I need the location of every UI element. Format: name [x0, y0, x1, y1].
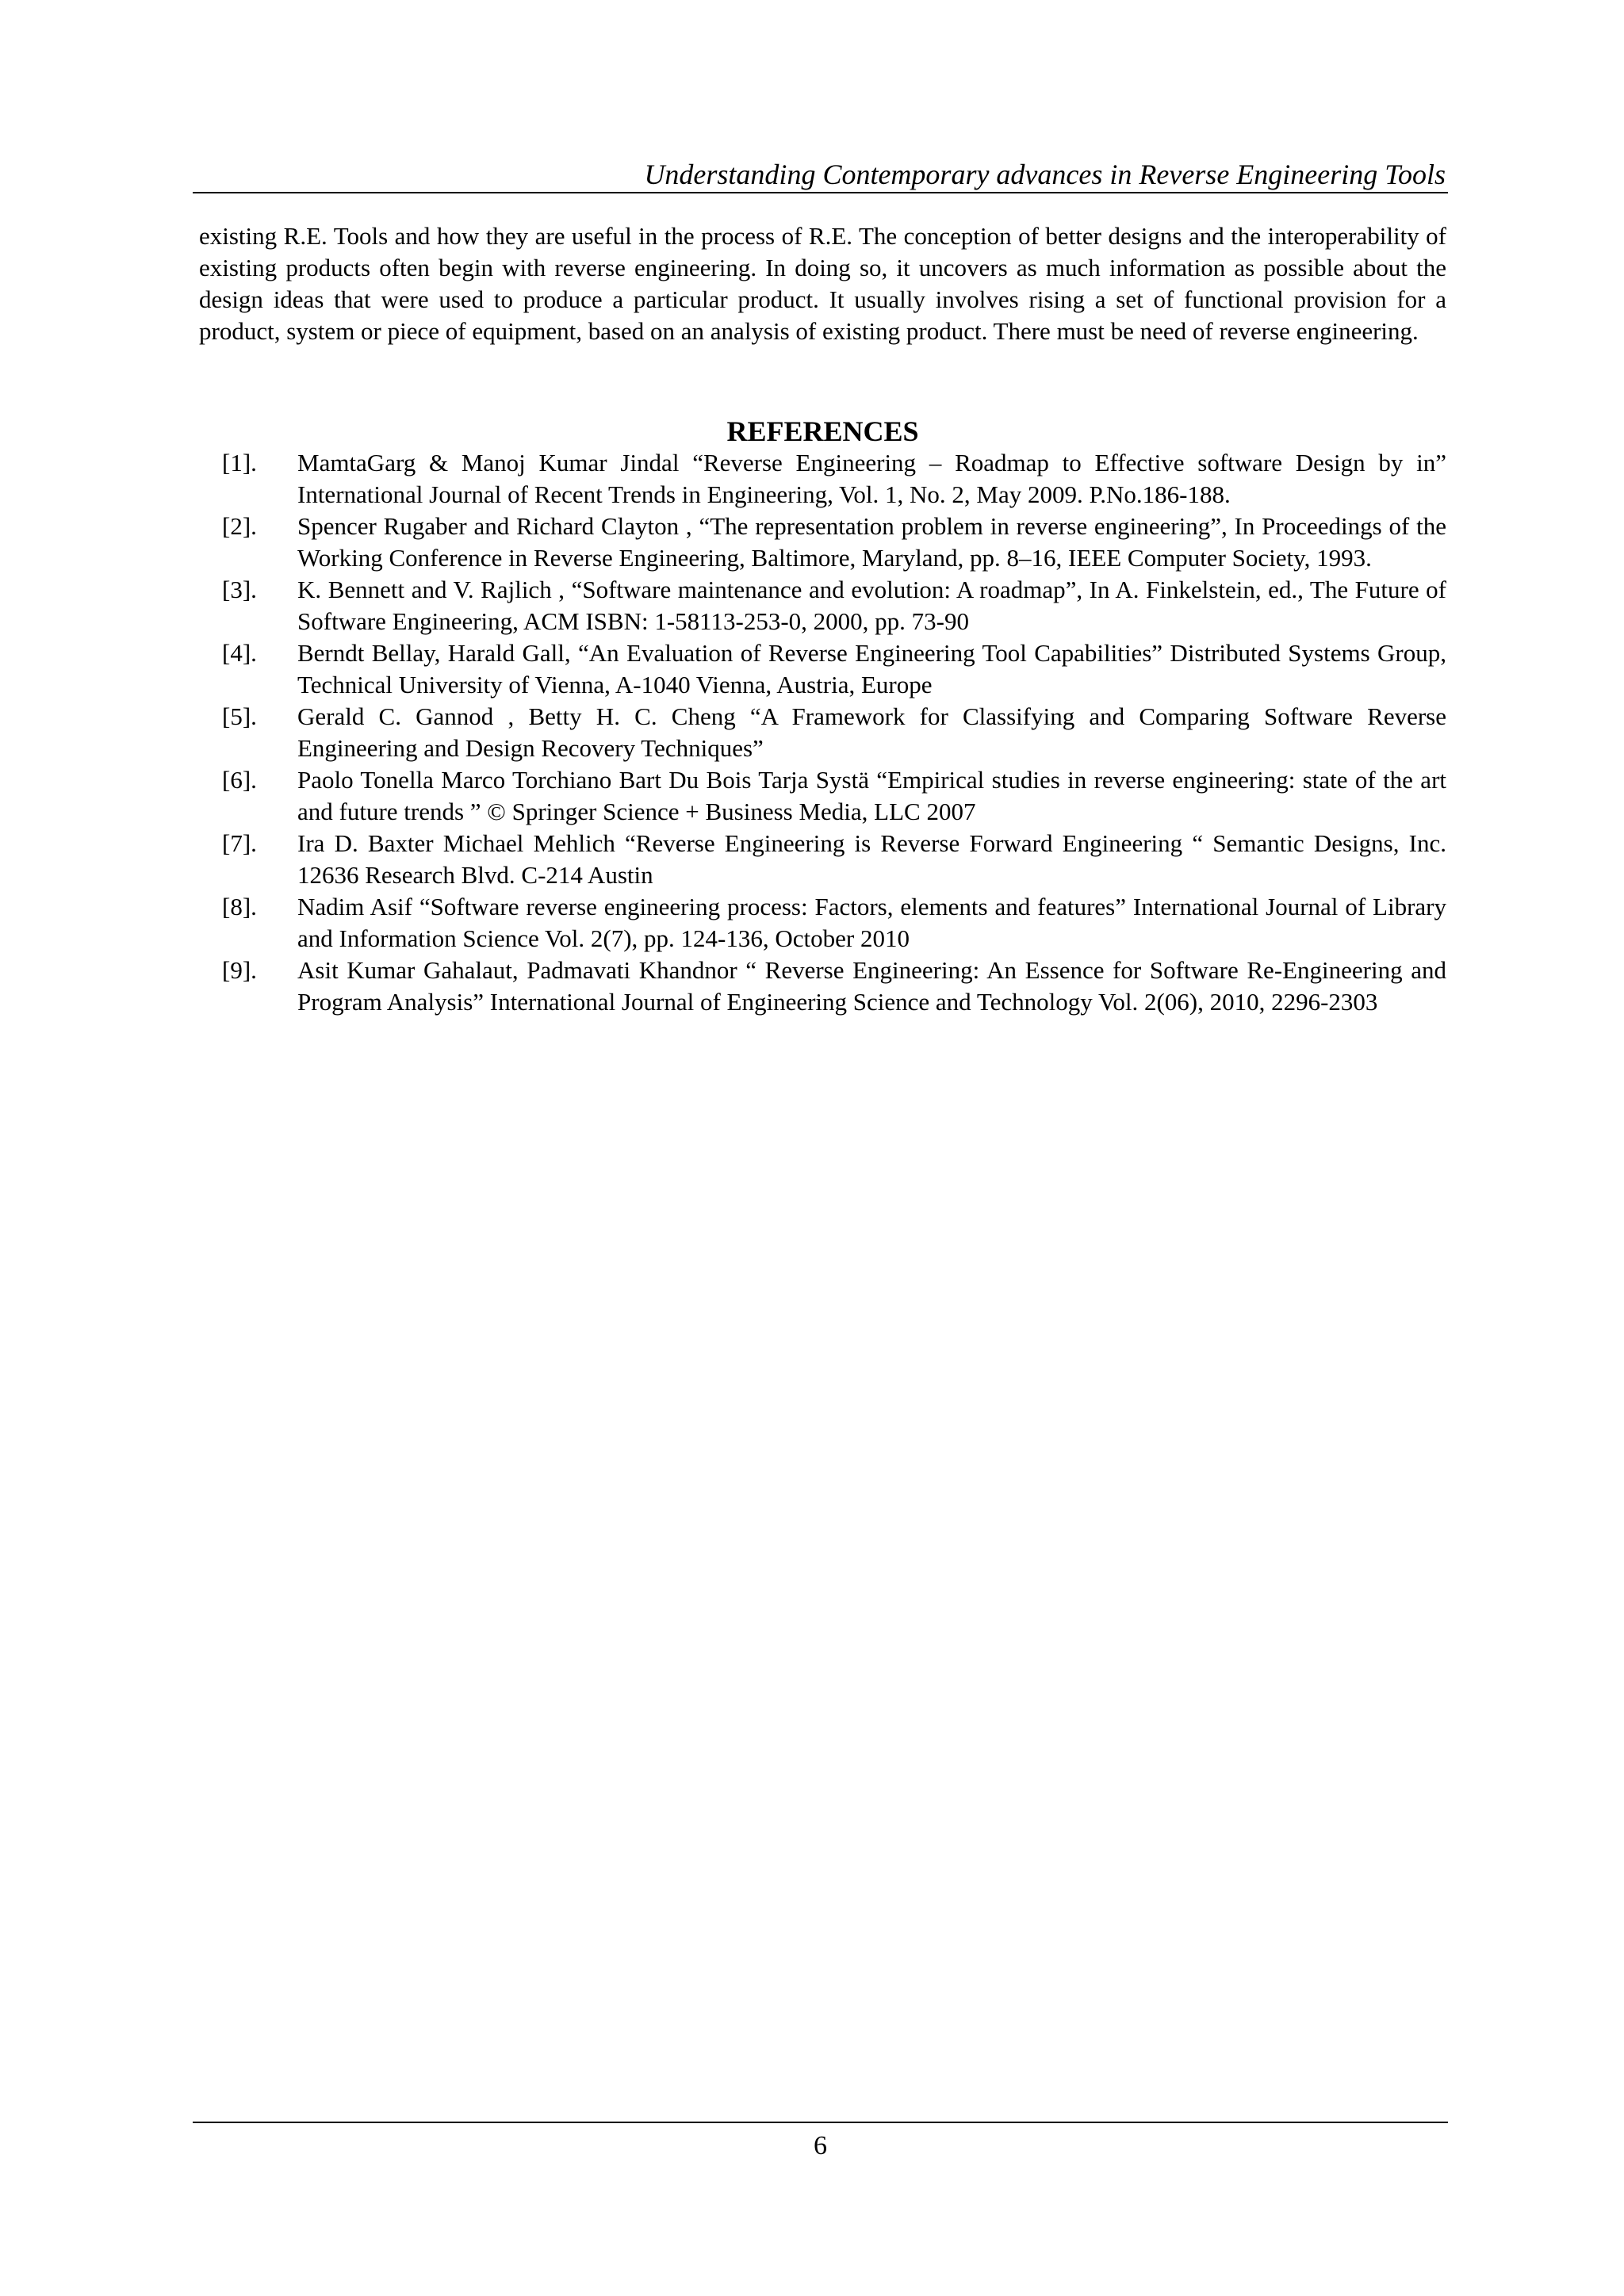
- reference-item-1: [222, 447, 1446, 511]
- reference-item-7: [222, 828, 1446, 891]
- reference-list: [222, 447, 1446, 1018]
- header-divider: [193, 192, 1448, 193]
- reference-item-9: [222, 955, 1446, 1018]
- reference-number: [1].: [222, 449, 257, 476]
- reference-item-3: [222, 574, 1446, 637]
- reference-number: [6].: [222, 766, 257, 794]
- reference-text: MamtaGarg & Manoj Kumar Jindal “Reverse Engineering – Roadmap to Effective software Design by in” International Journal of Recent Trends in Engineering, Vol. 1, No. 2, May 2009. P.No.186-188.: [297, 449, 1446, 508]
- body-paragraph: existing R.E. Tools and how they are useful in the process of R.E. The conception of better designs and the interoperability of existing products often begin with reverse engineering. In doing so, it uncovers as much information as possible about the design ideas that were used to produce a particular product. It usually involves rising a set of functional provision for a product, system or piece of equipment, based on an analysis of existing product. There must be need of reverse engineering.: [199, 222, 1446, 345]
- reference-number: [9].: [222, 956, 257, 984]
- reference-item-4: [222, 637, 1446, 701]
- reference-text: Gerald C. Gannod , Betty H. C. Cheng “A Framework for Classifying and Comparing Software Reverse Engineering and Design Recovery Techniques”: [297, 702, 1446, 762]
- reference-item-6: [222, 764, 1446, 828]
- reference-number: [8].: [222, 893, 257, 920]
- reference-item-8: [222, 891, 1446, 955]
- reference-number: [4].: [222, 639, 257, 667]
- reference-text: Ira D. Baxter Michael Mehlich “Reverse Engineering is Reverse Forward Engineering “ Semantic Designs, Inc. 12636 Research Blvd. C-214 Austin: [297, 829, 1446, 889]
- reference-text: Spencer Rugaber and Richard Clayton , “The representation problem in reverse engineering”, In Proceedings of the Working Conference in Reverse Engineering, Baltimore, Maryland, pp. 8–16, IEEE Computer Society, 1993.: [297, 512, 1446, 572]
- reference-number: [7].: [222, 829, 257, 857]
- reference-text: Paolo Tonella Marco Torchiano Bart Du Bois Tarja Systä “Empirical studies in reverse engineering: state of the art and future trends ” © Springer Science + Business Media, LLC 2007: [297, 766, 1446, 825]
- reference-item-2: [222, 511, 1446, 574]
- reference-text: Berndt Bellay, Harald Gall, “An Evaluation of Reverse Engineering Tool Capabilities” Distributed Systems Group, Technical University of Vienna, A-1040 Vienna, Austria, Europe: [297, 639, 1446, 698]
- reference-text: K. Bennett and V. Rajlich , “Software maintenance and evolution: A roadmap”, In A. Finkelstein, ed., The Future of Software Engineering, ACM ISBN: 1-58113-253-0, 2000, pp. 73-90: [297, 576, 1446, 635]
- reference-number: [3].: [222, 576, 257, 603]
- footer-divider: [193, 2122, 1448, 2123]
- references-heading: REFERENCES: [726, 415, 919, 447]
- reference-text: Asit Kumar Gahalaut, Padmavati Khandnor “ Reverse Engineering: An Essence for Software Re-Engineering and Program Analysis” International Journal of Engineering Science and Technology Vol. 2(06), 2010, 2296-2303: [297, 956, 1446, 1016]
- page-number: 6: [814, 2131, 827, 2160]
- reference-item-5: [222, 701, 1446, 764]
- running-header-title: Understanding Contemporary advances in Reverse Engineering Tools: [644, 159, 1446, 190]
- reference-text: Nadim Asif “Software reverse engineering process: Factors, elements and features” International Journal of Library and Information Science Vol. 2(7), pp. 124-136, October 2010: [297, 893, 1446, 952]
- reference-number: [5].: [222, 702, 257, 730]
- reference-number: [2].: [222, 512, 257, 540]
